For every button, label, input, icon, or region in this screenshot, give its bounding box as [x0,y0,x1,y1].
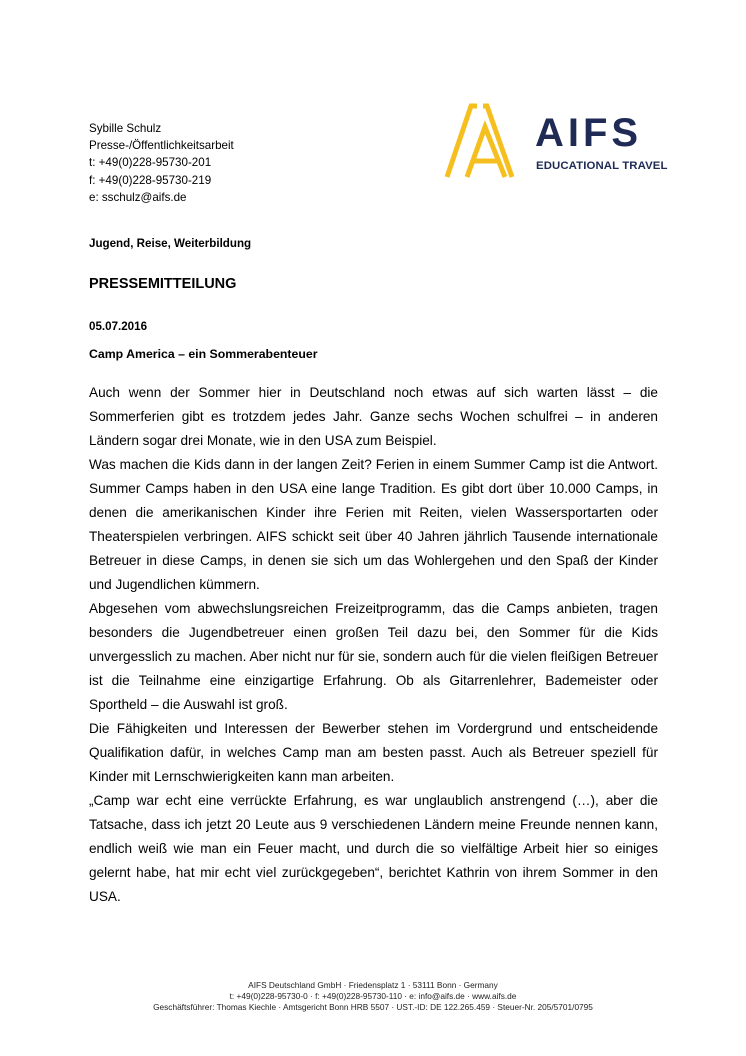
contact-name: Sybille Schulz [89,122,162,135]
paragraph: Was machen die Kids dann in der langen Zeit? Ferien in einem Summer Camp ist die Antwort. Summer Camps haben in den USA eine lange Tradition. Es gibt dort über 10.000 Camps, in denen die amerikanischen Kinder ihre Ferien mit Reiten, vielen Wassersportarten oder Theaterspielen verbringen. AIFS schickt seit über 40 Jahren jährlich Tausende internationale Betreuer in diese Camps, in denen sie sich um das Wohlergehen und den Spaß der Kinder und Jugendlichen kümmern. [89,457,658,592]
footer-address: AIFS Deutschland GmbH · Friedensplatz 1 · 53111 Bonn · Germany [248,980,498,990]
footer-contact: t: +49(0)228-95730-0 · f: +49(0)228-95730-110 · e: info@aifs.de · www.aifs.de [229,991,517,1002]
body-text [89,381,658,909]
paragraph: „Camp war echt eine verrückte Erfahrung, es war unglaublich anstrengend (…), aber die Tatsache, dass ich jetzt 20 Leute aus 9 verschiedenen Ländern meine Freunde nennen kann, endlich weiß wie man ein Feuer macht, und durch die so vielfältige Arbeit hier so einiges gelernt habe, hat mir echt viel zurückgegeben“, berichtet Kathrin von ihrem Sommer in den USA. [89,793,658,904]
document-type: PRESSEMITTEILUNG [89,276,237,292]
logo-name: AIFS [535,111,643,155]
logo-tagline: EDUCATIONAL TRAVEL [536,160,668,172]
paragraph: Auch wenn der Sommer hier in Deutschland noch etwas auf sich warten lässt – die Sommerferien gibt es trotzdem jedes Jahr. Ganze sechs Wochen schulfrei – in anderen Ländern sogar drei Monate, wie in den USA zum Beispiel. [89,385,658,448]
category-line: Jugend, Reise, Weiterbildung [89,237,252,250]
contact-email: e: sschulz@aifs.de [89,190,187,204]
contact-phone: t: +49(0)228-95730-201 [89,156,212,170]
footer-legal: Geschäftsführer: Thomas Kiechle · Amtsgericht Bonn HRB 5507 · UST.-ID: DE 122.265.459 · Steuer-Nr. 205/5701/0795 [153,1002,593,1013]
logo-mark-icon [443,103,527,179]
paragraph: Die Fähigkeiten und Interessen der Bewerber stehen im Vordergrund und entscheidende Qualifikation dafür, in welches Camp man am besten passt. Auch als Betreuer speziell für Kinder mit Lernschwierigkeiten kann man arbeiten. [89,721,658,784]
contact-fax: f: +49(0)228-95730-219 [89,173,212,187]
release-date: 05.07.2016 [89,320,148,333]
contact-block [89,120,234,206]
contact-role: Presse-/Öffentlichkeitsarbeit [89,139,234,153]
aifs-logo [443,103,683,181]
footer [0,980,746,1014]
paragraph: Abgesehen vom abwechslungsreichen Freizeitprogramm, das die Camps anbieten, tragen besonders die Jugendbetreuer einen großen Teil dazu bei, den Sommer für die Kids unvergesslich zu machen. Aber nicht nur für sie, sondern auch für die vielen fleißigen Betreuer ist die Teilnahme eine einzigartige Erfahrung. Ob als Gitarrenlehrer, Bademeister oder Sportheld – die Auswahl ist groß. [89,601,658,712]
headline: Camp America – ein Sommerabenteuer [89,347,318,361]
